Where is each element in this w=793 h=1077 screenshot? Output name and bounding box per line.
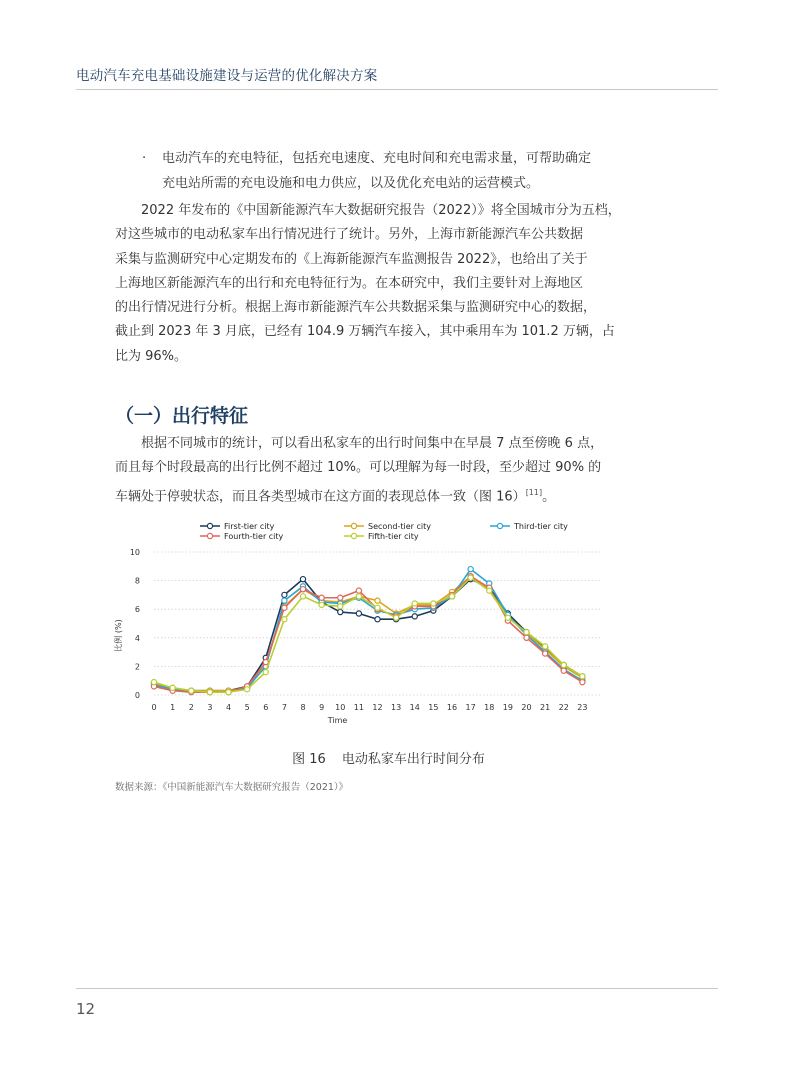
series-line — [154, 579, 582, 691]
x-tick-label: 15 — [428, 703, 439, 712]
section-heading: （一）出行特征 — [115, 405, 249, 427]
x-tick-label: 21 — [540, 703, 551, 712]
running-header-title: 电动汽车充电基础设施建设与运营的优化解决方案 — [76, 68, 378, 84]
data-point — [356, 594, 361, 599]
y-tick-label: 0 — [134, 691, 140, 700]
legend-swatch-marker — [207, 533, 212, 538]
end-punctuation: 。 — [542, 488, 556, 504]
legend-swatch-marker — [497, 523, 502, 528]
data-point — [189, 688, 194, 693]
data-point — [561, 668, 566, 673]
data-point — [375, 598, 380, 603]
x-tick-label: 22 — [558, 703, 569, 712]
data-point — [319, 595, 324, 600]
x-tick-label: 16 — [446, 703, 458, 712]
figure-number: 图 16 — [292, 752, 326, 767]
data-point — [580, 680, 585, 685]
data-point — [468, 575, 473, 580]
data-point — [394, 615, 399, 620]
figure-caption — [0, 748, 793, 767]
legend-swatch-marker — [351, 523, 356, 528]
series-line — [154, 578, 582, 692]
paragraph-report-summary — [115, 199, 621, 369]
data-point — [300, 577, 305, 582]
x-tick-label: 0 — [151, 703, 157, 712]
x-tick-label: 9 — [319, 703, 325, 712]
data-point — [524, 635, 529, 640]
series-line — [154, 576, 582, 690]
paragraph-line: 车辆处于停驶状态，而且各类型城市在这方面的表现总体一致（图 16） — [115, 488, 526, 504]
data-point — [282, 617, 287, 622]
paragraph-line: 而且每个时段最高的出行比例不超过 10%。可以理解为每一时段，至少超过 90% 的 — [115, 460, 602, 476]
x-tick-label: 23 — [577, 703, 588, 712]
data-point — [468, 567, 473, 572]
data-point — [207, 690, 212, 695]
citation-ref[interactable]: [11] — [525, 487, 543, 497]
x-tick-label: 17 — [465, 703, 476, 712]
data-point — [449, 594, 454, 599]
legend-label: Second-tier city — [368, 522, 431, 531]
data-point — [375, 617, 380, 622]
x-tick-label: 8 — [300, 703, 306, 712]
data-point — [505, 615, 510, 620]
bullet-symbol: · — [142, 151, 147, 166]
x-tick-label: 3 — [207, 703, 213, 712]
data-point — [524, 629, 529, 634]
data-point — [412, 614, 417, 619]
data-point — [319, 602, 324, 607]
x-tick-label: 13 — [391, 703, 402, 712]
x-tick-label: 18 — [484, 703, 495, 712]
data-point — [226, 690, 231, 695]
data-point — [338, 595, 343, 600]
data-source-note: 数据来源：《中国新能源汽车大数据研究报告（2021）》 — [115, 782, 349, 793]
paragraph-line: 对这些城市的电动私家车出行情况进行了统计。另外，上海市新能源汽车公共数据 — [115, 227, 584, 243]
legend-swatch-marker — [207, 523, 212, 528]
series-line — [154, 576, 582, 692]
y-tick-label: 2 — [134, 662, 140, 672]
data-point — [412, 601, 417, 606]
legend-label: Third-tier city — [514, 522, 568, 531]
bullet-line: 电动汽车的充电特征，包括充电速度、充电时间和充电需求量，可帮助确定 — [162, 151, 592, 166]
y-tick-label: 8 — [134, 576, 140, 586]
paragraph-line-with-citation — [115, 481, 605, 510]
legend-label: Fifth-tier city — [368, 532, 419, 541]
figure-title: 电动私家车出行时间分布 — [341, 752, 485, 767]
header-divider — [76, 89, 718, 90]
paragraph-line: 采集与监测研究中心定期发布的《上海新能源汽车监测报告 2022》，也给出了关于 — [115, 251, 588, 267]
x-tick-label: 12 — [372, 703, 383, 712]
data-point — [300, 594, 305, 599]
legend-label: Fourth-tier city — [224, 532, 284, 541]
data-point — [431, 601, 436, 606]
y-tick-label: 6 — [134, 605, 140, 615]
paragraph-travel-characteristics — [115, 432, 605, 509]
data-point — [245, 687, 250, 692]
data-point — [487, 588, 492, 593]
x-tick-label: 1 — [170, 703, 176, 712]
data-point — [151, 680, 156, 685]
paragraph-line: 的出行情况进行分析。根据上海市新能源汽车公共数据采集与监测研究中心的数据， — [115, 300, 597, 316]
data-point — [338, 604, 343, 609]
data-point — [282, 592, 287, 597]
x-tick-label: 11 — [353, 703, 364, 712]
data-point — [356, 611, 361, 616]
y-tick-label: 4 — [134, 633, 140, 643]
data-point — [543, 644, 548, 649]
data-point — [263, 670, 268, 675]
x-tick-label: 10 — [335, 703, 346, 712]
data-point — [356, 588, 361, 593]
data-point — [282, 605, 287, 610]
data-point — [561, 662, 566, 667]
data-point — [375, 605, 380, 610]
paragraph-line: 上海地区新能源汽车的出行和充电特征行为。在本研究中，我们主要针对上海地区 — [115, 275, 584, 291]
legend-swatch-marker — [351, 533, 356, 538]
data-point — [170, 685, 175, 690]
page-number: 12 — [76, 1000, 96, 1018]
data-point — [300, 587, 305, 592]
legend-label: First-tier city — [224, 522, 275, 531]
paragraph-line: 比为 96%。 — [115, 348, 188, 364]
paragraph-line: 2022 年发布的《中国新能源汽车大数据研究报告（2022）》将全国城市分为五档， — [141, 203, 621, 218]
paragraph-line: 根据不同城市的统计，可以看出私家车的出行时间集中在早晨 7 点至傍晚 6 点， — [141, 436, 604, 451]
paragraph-line: 截止到 2023 年 3 月底，已经有 104.9 万辆汽车接入，其中乘用车为 101.2 万辆，占 — [115, 324, 615, 340]
footer-divider — [76, 988, 718, 989]
data-point — [338, 609, 343, 614]
x-tick-label: 2 — [188, 703, 194, 712]
x-tick-label: 14 — [409, 703, 420, 712]
x-tick-label: 4 — [225, 703, 232, 712]
x-tick-label: 19 — [502, 703, 513, 712]
x-tick-label: 6 — [263, 703, 269, 712]
bullet-line: 充电站所需的充电设施和电力供应，以及优化充电站的运营模式。 — [162, 176, 540, 191]
data-point — [580, 674, 585, 679]
y-axis-label: 比例 (%) — [114, 619, 123, 652]
travel-time-line-chart — [108, 516, 608, 730]
y-tick-label: 10 — [129, 548, 140, 557]
data-point — [263, 660, 268, 665]
x-tick-label: 5 — [244, 703, 250, 712]
data-point — [543, 651, 548, 656]
data-point — [282, 598, 287, 603]
x-axis-label: Time — [327, 716, 348, 725]
bullet-text — [162, 146, 622, 196]
x-tick-label: 7 — [281, 703, 287, 712]
x-tick-label: 20 — [521, 703, 532, 712]
